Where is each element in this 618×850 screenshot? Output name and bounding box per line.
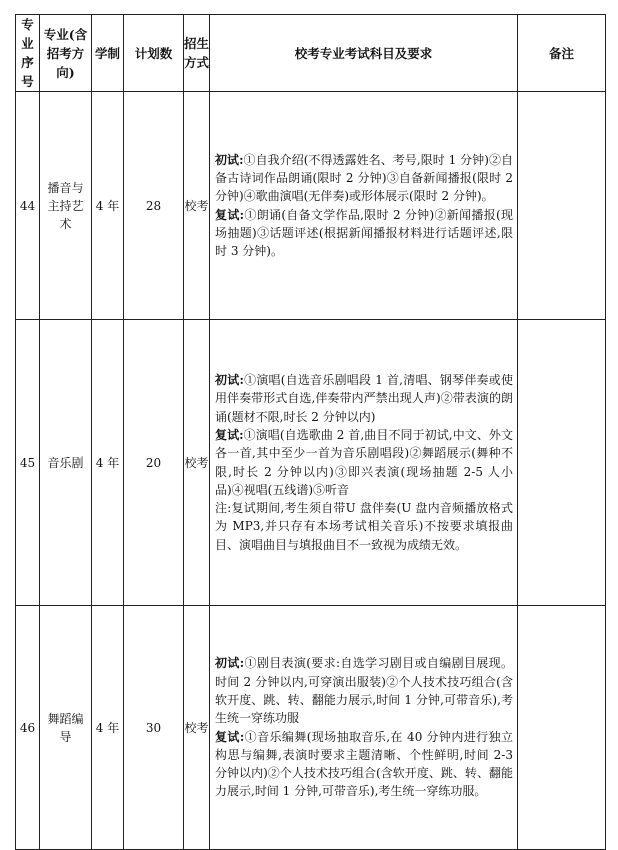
retest-text: ①音乐编舞(现场抽取音乐,在 40 分钟内进行独立构思与编舞,表演时要求主题清晰、个性鲜明,时间 2-3 分钟以内)②个人技术技巧组合(含软开度、跳、转、翻能力展示,时间 1 分钟,可带音乐),考生统一穿练功服。 [215, 729, 513, 799]
retest-block [215, 728, 513, 801]
prelim-block [215, 371, 513, 426]
table-row [16, 320, 606, 606]
header-method: 招生方式 [184, 15, 210, 92]
row-method: 校考 [184, 320, 210, 606]
row-major: 音乐剧 [40, 320, 92, 606]
note-text: 注:复试期间,考生须自带U 盘伴奏(U 盘内音频播放格式为 MP3,并只存有本场考试相关音乐)不按要求填报曲目、演唱曲目与填报曲目不一致视为成绩无效。 [215, 501, 513, 552]
retest-text: ①演唱(自选歌曲 2 首,曲目不同于初试,中文、外文各一首,其中至少一首为音乐剧唱段)②舞蹈展示(舞种不限,时长 2 分钟以内)③即兴表演(现场抽题 2-5 人小品)④视唱(五线谱)⑤听音 [215, 427, 513, 497]
prelim-label: 初试: [215, 152, 244, 167]
retest-block [215, 426, 513, 499]
row-method: 校考 [184, 92, 210, 320]
header-years: 学制 [92, 15, 124, 92]
row-method: 校考 [184, 606, 210, 850]
row-seq: 44 [16, 92, 40, 320]
table-row [16, 92, 606, 320]
prelim-block [215, 654, 513, 727]
header-seq: 专业序号 [16, 15, 40, 92]
row-remark [518, 606, 606, 850]
row-years: 4 年 [92, 606, 124, 850]
row-plan: 30 [124, 606, 184, 850]
table-row [16, 606, 606, 850]
header-plan: 计划数 [124, 15, 184, 92]
header-remarks: 备注 [518, 15, 606, 92]
row-years: 4 年 [92, 92, 124, 320]
header-requirements: 校考专业考试科目及要求 [210, 15, 518, 92]
row-years: 4 年 [92, 320, 124, 606]
admissions-table [15, 14, 606, 850]
header-major: 专业(含招考方向) [40, 15, 92, 92]
retest-label: 复试: [215, 427, 244, 442]
prelim-text: ①自我介绍(不得透露姓名、考号,限时 1 分钟)②自备古诗词作品朗诵(限时 2 分钟)③自备新闻播报(限时 2 分钟)④歌曲演唱(无伴奏)或形体展示(限时 2 分钟)。 [215, 152, 513, 204]
row-plan: 28 [124, 92, 184, 320]
row-requirements [210, 320, 518, 606]
prelim-text: ①剧目表演(要求:自选学习剧目或自编剧目展现。时间 2 分钟以内,可穿演出服装)②个人技术技巧组合(含软开度、跳、转、翻能力展示,时间 1 分钟,可带音乐),考生统一穿练功服 [215, 656, 513, 726]
retest-block [215, 206, 513, 261]
row-seq: 46 [16, 606, 40, 850]
prelim-text: ①演唱(自选音乐剧唱段 1 首,清唱、钢琴伴奏或使用伴奏带形式自选,伴奏带内严禁出现人声)②带表演的朗诵(题材不限,时长 2 分钟以内) [215, 373, 514, 424]
prelim-block [215, 151, 513, 206]
row-requirements [210, 606, 518, 850]
retest-text: ①朗诵(自备文学作品,限时 2 分钟)②新闻播报(现场抽题)③话题评述(根据新闻播报材料进行话题评述,限时 3 分钟)。 [215, 207, 513, 259]
row-plan: 20 [124, 320, 184, 606]
retest-label: 复试: [215, 207, 245, 222]
prelim-label: 初试: [215, 656, 245, 671]
row-requirements [210, 92, 518, 320]
retest-label: 复试: [215, 729, 245, 744]
prelim-label: 初试: [215, 373, 244, 388]
row-remark [518, 92, 606, 320]
row-remark [518, 320, 606, 606]
header-row [16, 15, 606, 92]
row-seq: 45 [16, 320, 40, 606]
row-major: 舞蹈编导 [40, 606, 92, 850]
row-major: 播音与主持艺术 [40, 92, 92, 320]
